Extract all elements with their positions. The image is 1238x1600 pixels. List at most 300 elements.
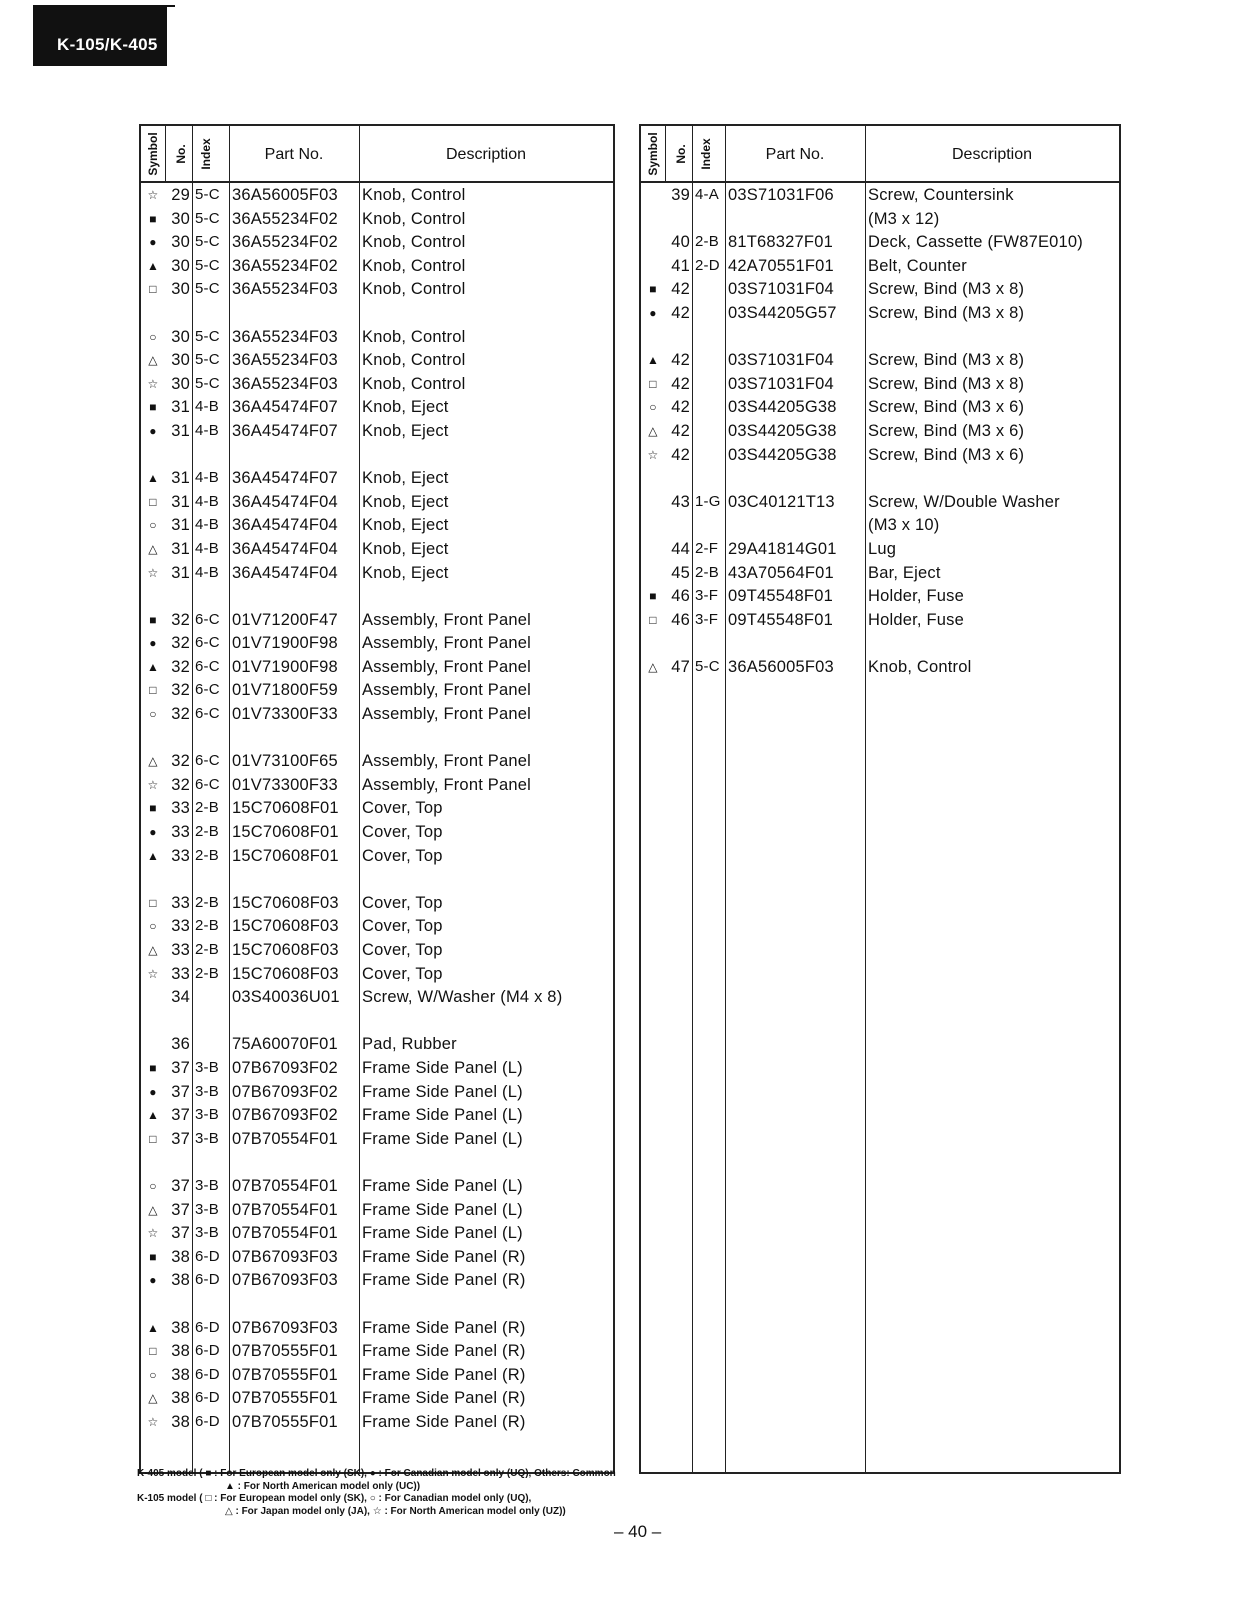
no-cell: 31 xyxy=(171,563,190,582)
table-row xyxy=(141,184,613,208)
part-no-cell: 03S44205G57 xyxy=(728,303,837,322)
symbol-cell: ▲ xyxy=(146,659,160,674)
symbol-cell: ● xyxy=(149,423,157,438)
no-cell: 44 xyxy=(671,539,690,558)
symbol-cell: ☆ xyxy=(147,1226,159,1241)
part-no-cell: 15C70608F01 xyxy=(232,846,339,865)
description-cell: Frame Side Panel (R) xyxy=(362,1412,526,1431)
no-cell: 31 xyxy=(171,539,190,558)
table-row xyxy=(141,538,613,562)
description-cell: Frame Side Panel (R) xyxy=(362,1365,526,1384)
part-no-cell: 03S40036U01 xyxy=(232,988,340,1007)
symbol-cell: ☆ xyxy=(647,447,659,462)
table-row xyxy=(141,845,613,869)
table-header xyxy=(141,126,613,183)
index-cell: 6-C xyxy=(195,634,220,652)
part-no-cell: 03S44205G38 xyxy=(728,445,837,464)
part-no-cell: 09T45548F01 xyxy=(728,587,833,606)
row-spacer xyxy=(141,868,613,892)
index-cell: 4-B xyxy=(195,469,219,487)
parts-table-right xyxy=(639,124,1121,1474)
table-row xyxy=(141,1387,613,1411)
description-cell: Holder, Fuse xyxy=(868,587,964,606)
description-cell: Assembly, Front Panel xyxy=(362,634,531,653)
table-row xyxy=(141,1317,613,1341)
table-row xyxy=(141,632,613,656)
part-no-cell: 15C70608F01 xyxy=(232,799,339,818)
row-spacer xyxy=(141,444,613,468)
description-cell: Knob, Eject xyxy=(362,398,449,417)
table-row xyxy=(141,326,613,350)
table-row xyxy=(141,491,613,515)
no-cell: 45 xyxy=(671,563,690,582)
description-cell: Cover, Top xyxy=(362,799,443,818)
no-cell: 42 xyxy=(671,351,690,370)
table-row xyxy=(141,1104,613,1128)
no-cell: 30 xyxy=(171,280,190,299)
description-cell: Knob, Eject xyxy=(362,516,449,535)
index-cell: 5-C xyxy=(195,374,220,392)
no-cell: 32 xyxy=(171,775,190,794)
index-cell: 3-B xyxy=(195,1200,219,1218)
part-no-cell: 07B70555F01 xyxy=(232,1389,338,1408)
part-no-cell: 07B67093F03 xyxy=(232,1318,338,1337)
table-row xyxy=(141,963,613,987)
part-no-cell: 01V71900F98 xyxy=(232,657,338,676)
no-cell: 37 xyxy=(171,1058,190,1077)
table-row xyxy=(641,585,1119,609)
part-no-cell: 07B70554F01 xyxy=(232,1176,338,1195)
part-no-cell: 09T45548F01 xyxy=(728,610,833,629)
index-cell: 6-D xyxy=(195,1365,220,1383)
description-cell: Lug xyxy=(868,539,897,558)
part-no-cell: 15C70608F01 xyxy=(232,823,339,842)
index-cell: 2-B xyxy=(195,964,219,982)
row-spacer xyxy=(141,585,613,609)
table-row xyxy=(641,255,1119,279)
no-cell: 30 xyxy=(171,351,190,370)
table-row xyxy=(641,609,1119,633)
symbol-cell: ○ xyxy=(149,707,157,722)
table-row xyxy=(141,750,613,774)
header-description: Description xyxy=(951,146,1033,163)
index-cell: 6-C xyxy=(195,705,220,723)
part-no-cell: 43A70564F01 xyxy=(728,563,834,582)
description-cell: Assembly, Front Panel xyxy=(362,752,531,771)
symbol-cell: □ xyxy=(649,376,657,391)
header-index-label: Index xyxy=(699,138,713,170)
index-cell: 2-B xyxy=(195,823,219,841)
index-cell: 3-F xyxy=(695,610,719,628)
index-cell: 1-G xyxy=(695,492,721,510)
table-row xyxy=(141,467,613,491)
no-cell: 37 xyxy=(171,1129,190,1148)
header-part-no: Part No. xyxy=(765,146,825,163)
header-index xyxy=(692,130,720,178)
no-cell: 30 xyxy=(171,233,190,252)
index-cell: 6-C xyxy=(195,657,220,675)
part-no-cell: 07B70554F01 xyxy=(232,1200,338,1219)
index-cell: 6-D xyxy=(195,1247,220,1265)
table-row xyxy=(641,444,1119,468)
description-cell: Cover, Top xyxy=(362,941,443,959)
symbol-cell: △ xyxy=(148,353,158,368)
no-cell: 39 xyxy=(671,186,690,204)
description-cell: Knob, Eject xyxy=(362,492,449,511)
footnote-line-3: K-105 model ( □ : For European model only (SK), ○ : For Canadian model only (UQ), xyxy=(137,1493,532,1504)
table-row xyxy=(141,1057,613,1081)
description-cell: Knob, Control xyxy=(362,209,466,228)
part-no-cell: 36A56005F03 xyxy=(728,657,834,676)
no-cell: 37 xyxy=(171,1176,190,1195)
header-symbol xyxy=(139,130,167,178)
index-cell: 6-D xyxy=(195,1412,220,1430)
index-cell: 2-F xyxy=(695,539,719,557)
description-cell: Knob, Eject xyxy=(362,563,449,582)
table-row xyxy=(141,679,613,703)
row-spacer xyxy=(141,1293,613,1317)
symbol-cell: □ xyxy=(149,683,157,698)
column-divider xyxy=(665,126,666,181)
table-row xyxy=(141,1081,613,1105)
part-no-cell: 07B67093F02 xyxy=(232,1082,338,1101)
header-no-label: No. xyxy=(174,144,188,164)
footnotes xyxy=(137,1468,616,1518)
part-no-cell: 03S71031F04 xyxy=(728,351,834,370)
part-no-cell: 36A45474F04 xyxy=(232,516,338,535)
part-no-cell: 03S71031F06 xyxy=(728,186,834,204)
description-cell: Frame Side Panel (L) xyxy=(362,1176,523,1195)
footnote-line-1: K-405 model ( ■ : For European model only (SK), ● : For Canadian model only (UQ), Others: Common xyxy=(137,1468,616,1479)
table-row xyxy=(141,703,613,727)
footnote-line-2: ▲ : For North American model only (UC)) xyxy=(225,1480,421,1492)
row-spacer xyxy=(141,1010,613,1034)
description-cell: Screw, Bind (M3 x 8) xyxy=(868,351,1025,370)
index-cell: 5-C xyxy=(195,209,220,227)
no-cell: 38 xyxy=(171,1342,190,1361)
table-row xyxy=(141,1033,613,1057)
part-no-cell: 36A55234F03 xyxy=(232,374,338,393)
no-cell: 32 xyxy=(171,657,190,676)
description-cell: Assembly, Front Panel xyxy=(362,681,531,700)
symbol-cell: △ xyxy=(148,1391,158,1406)
description-cell: Holder, Fuse xyxy=(868,610,964,629)
index-cell: 2-B xyxy=(195,941,219,958)
index-cell: 6-D xyxy=(195,1389,220,1407)
no-cell: 30 xyxy=(171,256,190,275)
table-row xyxy=(141,939,613,963)
description-cell: Assembly, Front Panel xyxy=(362,657,531,676)
symbol-cell: ○ xyxy=(149,919,157,934)
no-cell: 38 xyxy=(171,1365,190,1384)
symbol-cell: ■ xyxy=(149,801,157,816)
part-no-cell: 07B70555F01 xyxy=(232,1342,338,1361)
no-cell: 34 xyxy=(171,988,190,1007)
description-cell: Knob, Control xyxy=(362,233,466,252)
table-row xyxy=(141,986,613,1010)
symbol-cell: ☆ xyxy=(147,1414,159,1429)
description-cell: Frame Side Panel (R) xyxy=(362,1247,526,1266)
description-cell: (M3 x 12) xyxy=(868,209,940,228)
part-no-cell: 42A70551F01 xyxy=(728,256,834,275)
row-spacer xyxy=(641,467,1119,491)
symbol-cell: △ xyxy=(148,1202,158,1217)
index-cell: 6-D xyxy=(195,1271,220,1289)
row-spacer xyxy=(141,302,613,326)
header-symbol-label: Symbol xyxy=(646,132,660,176)
index-cell: 4-B xyxy=(195,516,219,534)
part-no-cell: 03S44205G38 xyxy=(728,398,837,417)
table-row xyxy=(641,514,1119,538)
no-cell: 32 xyxy=(171,610,190,629)
index-cell: 6-D xyxy=(195,1318,220,1336)
no-cell: 43 xyxy=(671,492,690,511)
model-tab xyxy=(33,5,167,66)
model-tab-label: K-105/K-405 xyxy=(57,35,158,54)
table-header xyxy=(641,126,1119,183)
description-cell: Screw, Bind (M3 x 8) xyxy=(868,280,1025,299)
symbol-cell: ▲ xyxy=(646,353,660,368)
table-row xyxy=(141,915,613,939)
part-no-cell: 36A45474F07 xyxy=(232,469,338,488)
index-cell: 4-A xyxy=(695,186,719,203)
header-description: Description xyxy=(445,146,527,163)
symbol-cell: ● xyxy=(649,305,657,320)
description-cell: Screw, Countersink xyxy=(868,186,1014,204)
table-row xyxy=(141,514,613,538)
table-row xyxy=(141,231,613,255)
part-no-cell: 81T68327F01 xyxy=(728,233,833,252)
description-cell: Frame Side Panel (L) xyxy=(362,1200,523,1219)
symbol-cell: ● xyxy=(149,1084,157,1099)
index-cell: 5-C xyxy=(195,256,220,274)
header-part-no: Part No. xyxy=(264,146,324,163)
table-row xyxy=(141,1175,613,1199)
description-cell: (M3 x 10) xyxy=(868,516,940,535)
index-cell: 6-C xyxy=(195,752,220,770)
description-cell: Belt, Counter xyxy=(868,256,967,275)
index-cell: 2-B xyxy=(195,846,219,864)
symbol-cell: ▲ xyxy=(146,848,160,863)
header-symbol-label: Symbol xyxy=(146,132,160,176)
table-row xyxy=(141,255,613,279)
no-cell: 38 xyxy=(171,1412,190,1431)
table-row xyxy=(641,208,1119,232)
no-cell: 47 xyxy=(671,657,690,676)
description-cell: Knob, Eject xyxy=(362,539,449,558)
table-row xyxy=(141,1411,613,1435)
no-cell: 37 xyxy=(171,1082,190,1101)
index-cell: 4-B xyxy=(195,492,219,510)
symbol-cell: ▲ xyxy=(146,258,160,273)
table-row xyxy=(641,302,1119,326)
symbol-cell: △ xyxy=(648,659,658,674)
index-cell: 3-F xyxy=(695,587,719,605)
description-cell: Screw, W/Double Washer xyxy=(868,492,1060,511)
no-cell: 32 xyxy=(171,681,190,700)
description-cell: Frame Side Panel (R) xyxy=(362,1318,526,1337)
table-row xyxy=(641,184,1119,208)
index-cell: 5-C xyxy=(195,233,220,251)
index-cell: 4-B xyxy=(195,539,219,557)
row-spacer xyxy=(141,727,613,751)
table-row xyxy=(641,420,1119,444)
index-cell: 5-C xyxy=(695,657,720,675)
table-row xyxy=(141,1199,613,1223)
header-index xyxy=(192,130,220,178)
part-no-cell: 36A55234F03 xyxy=(232,280,338,299)
symbol-cell: ☆ xyxy=(147,966,159,981)
description-cell: Pad, Rubber xyxy=(362,1035,457,1054)
no-cell: 41 xyxy=(671,256,690,275)
table-row xyxy=(641,231,1119,255)
no-cell: 38 xyxy=(171,1271,190,1290)
symbol-cell: ☆ xyxy=(147,777,159,792)
index-cell: 3-B xyxy=(195,1176,219,1194)
description-cell: Frame Side Panel (L) xyxy=(362,1129,523,1148)
parts-table-left xyxy=(139,124,615,1474)
part-no-cell: 03S44205G38 xyxy=(728,421,837,440)
part-no-cell: 15C70608F03 xyxy=(232,917,339,936)
description-cell: Bar, Eject xyxy=(868,563,941,582)
no-cell: 42 xyxy=(671,374,690,393)
table-row xyxy=(141,1128,613,1152)
part-no-cell: 36A55234F02 xyxy=(232,209,338,228)
description-cell: Screw, Bind (M3 x 8) xyxy=(868,374,1025,393)
symbol-cell: ■ xyxy=(149,211,157,226)
part-no-cell: 01V71200F47 xyxy=(232,610,338,629)
symbol-cell: ○ xyxy=(149,1178,157,1193)
symbol-cell: △ xyxy=(648,423,658,438)
description-cell: Knob, Control xyxy=(868,657,972,676)
part-no-cell: 01V71900F98 xyxy=(232,634,338,653)
part-no-cell: 07B70555F01 xyxy=(232,1365,338,1384)
description-cell: Knob, Control xyxy=(362,327,466,346)
description-cell: Frame Side Panel (L) xyxy=(362,1224,523,1243)
header-no xyxy=(673,130,689,178)
description-cell: Cover, Top xyxy=(362,964,443,983)
index-cell: 4-B xyxy=(195,398,219,416)
description-cell: Assembly, Front Panel xyxy=(362,610,531,629)
no-cell: 31 xyxy=(171,398,190,417)
table-row xyxy=(141,797,613,821)
description-cell: Cover, Top xyxy=(362,917,443,936)
no-cell: 37 xyxy=(171,1106,190,1125)
symbol-cell: ■ xyxy=(149,1249,157,1264)
part-no-cell: 36A45474F07 xyxy=(232,421,338,440)
symbol-cell: ■ xyxy=(649,282,657,297)
index-cell: 3-B xyxy=(195,1058,219,1076)
part-no-cell: 01V73300F33 xyxy=(232,705,338,724)
table-body xyxy=(641,184,1119,679)
no-cell: 42 xyxy=(671,280,690,299)
row-spacer xyxy=(141,1151,613,1175)
no-cell: 33 xyxy=(171,964,190,983)
part-no-cell: 36A55234F02 xyxy=(232,233,338,252)
index-cell: 6-D xyxy=(195,1342,220,1360)
page-number: – 40 – xyxy=(614,1522,662,1541)
symbol-cell: ▲ xyxy=(146,1108,160,1123)
symbol-cell: △ xyxy=(148,754,158,769)
part-no-cell: 07B70554F01 xyxy=(232,1129,338,1148)
index-cell: 5-C xyxy=(195,351,220,369)
part-no-cell: 36A55234F03 xyxy=(232,351,338,370)
no-cell: 33 xyxy=(171,846,190,865)
symbol-cell: ● xyxy=(149,235,157,250)
table-row xyxy=(641,538,1119,562)
table-row xyxy=(641,562,1119,586)
no-cell: 40 xyxy=(671,233,690,252)
table-row xyxy=(641,491,1119,515)
table-row xyxy=(141,1340,613,1364)
description-cell: Knob, Eject xyxy=(362,421,449,440)
no-cell: 31 xyxy=(171,469,190,488)
table-row xyxy=(141,656,613,680)
symbol-cell: ☆ xyxy=(147,188,159,202)
description-cell: Screw, Bind (M3 x 8) xyxy=(868,303,1025,322)
table-row xyxy=(641,396,1119,420)
index-cell: 2-D xyxy=(695,256,720,274)
symbol-cell: ☆ xyxy=(147,376,159,391)
no-cell: 30 xyxy=(171,327,190,346)
index-cell: 6-C xyxy=(195,610,220,628)
symbol-cell: □ xyxy=(149,1131,157,1146)
part-no-cell: 36A45474F04 xyxy=(232,492,338,511)
row-spacer xyxy=(641,632,1119,656)
no-cell: 32 xyxy=(171,634,190,653)
part-no-cell: 03S71031F04 xyxy=(728,374,834,393)
symbol-cell: ■ xyxy=(149,612,157,627)
no-cell: 38 xyxy=(171,1247,190,1266)
symbol-cell: □ xyxy=(649,612,657,627)
description-cell: Frame Side Panel (R) xyxy=(362,1271,526,1290)
table-row xyxy=(641,349,1119,373)
index-cell: 6-C xyxy=(195,681,220,699)
no-cell: 38 xyxy=(171,1318,190,1337)
description-cell: Knob, Control xyxy=(362,351,466,370)
description-cell: Screw, Bind (M3 x 6) xyxy=(868,445,1025,464)
symbol-cell: ▲ xyxy=(146,471,160,486)
no-cell: 31 xyxy=(171,516,190,535)
no-cell: 33 xyxy=(171,799,190,818)
table-row xyxy=(641,278,1119,302)
part-no-cell: 36A56005F03 xyxy=(232,186,338,204)
table-row xyxy=(141,1364,613,1388)
index-cell: 2-B xyxy=(195,917,219,935)
description-cell: Frame Side Panel (L) xyxy=(362,1082,523,1101)
part-no-cell: 36A55234F03 xyxy=(232,327,338,346)
part-no-cell: 03S71031F04 xyxy=(728,280,834,299)
no-cell: 30 xyxy=(171,374,190,393)
symbol-cell: ▲ xyxy=(146,1320,160,1335)
no-cell: 42 xyxy=(671,398,690,417)
no-cell: 42 xyxy=(671,421,690,440)
no-cell: 46 xyxy=(671,587,690,606)
no-cell: 38 xyxy=(171,1389,190,1408)
no-cell: 33 xyxy=(171,893,190,912)
description-cell: Cover, Top xyxy=(362,823,443,842)
description-cell: Frame Side Panel (L) xyxy=(362,1058,523,1077)
table-row xyxy=(641,373,1119,397)
row-spacer xyxy=(641,326,1119,350)
part-no-cell: 15C70608F03 xyxy=(232,941,339,959)
description-cell: Knob, Eject xyxy=(362,469,449,488)
index-cell: 4-B xyxy=(195,421,219,439)
part-no-cell: 01V73100F65 xyxy=(232,752,338,771)
index-cell: 3-B xyxy=(195,1129,219,1147)
symbol-cell: ● xyxy=(149,825,157,840)
no-cell: 31 xyxy=(171,492,190,511)
